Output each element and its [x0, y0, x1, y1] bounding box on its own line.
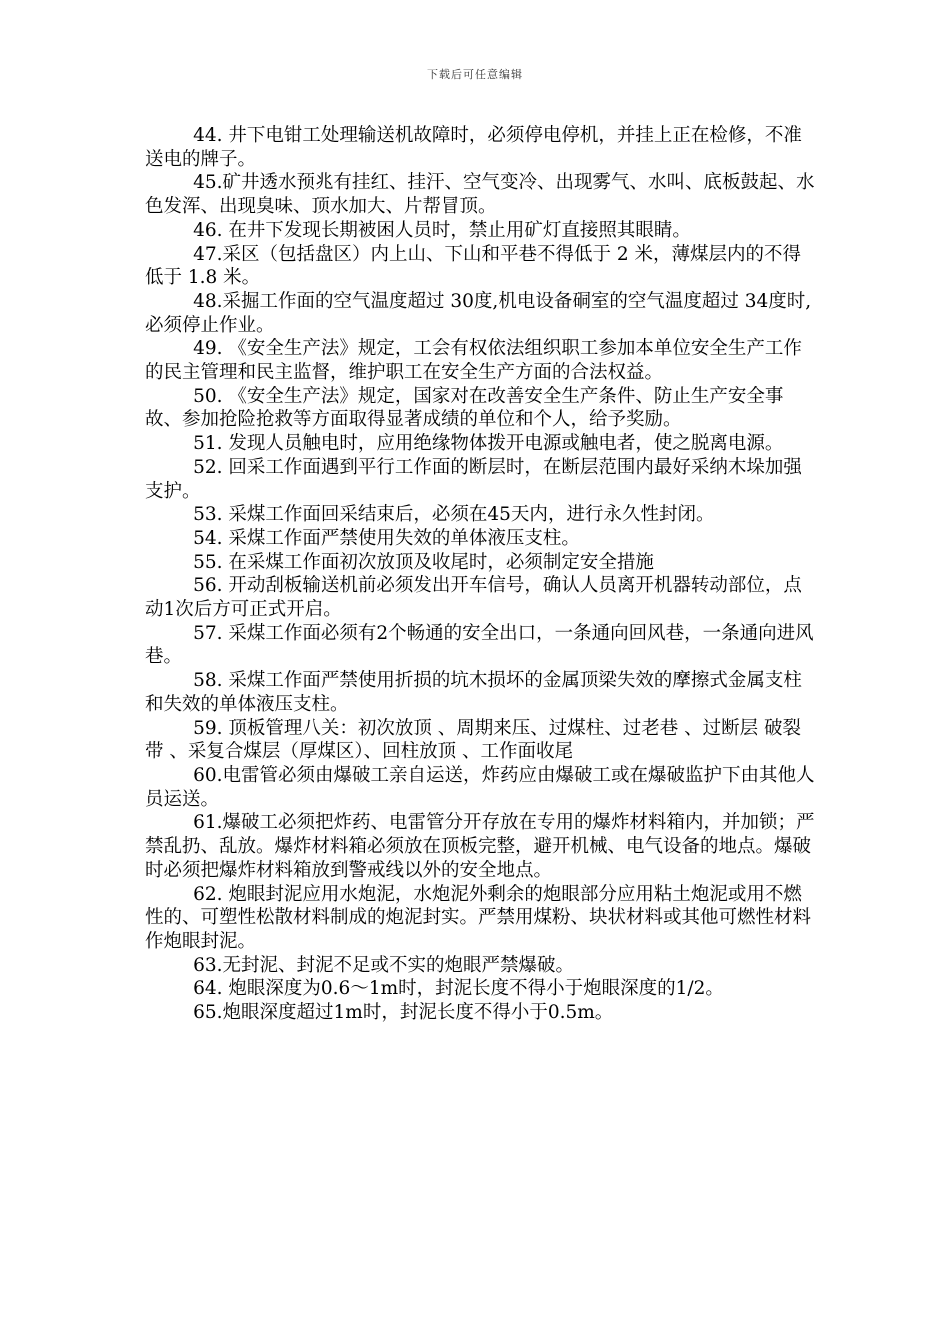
list-item-44: 44. 井下电钳工处理输送机故障时，必须停电停机，并挂上正在检修，不准送电的牌子。: [145, 125, 802, 170]
page-header: 下载后可任意编辑: [427, 68, 523, 81]
list-item-62: 62. 炮眼封泥应用水炮泥，水炮泥外剩余的炮眼部分应用粘土炮泥或用不燃性的、可塑性松散材料制成的炮泥封实。严禁用煤粉、块状材料或其他可燃性材料作炮眼封泥。: [145, 883, 812, 952]
list-item-47: 47.采区（包括盘区）内上山、下山和平巷不得低于 2 米，薄煤层内的不得低于 1.8 米。: [145, 243, 802, 289]
list-item-46: 46. 在井下发现长期被困人员时，禁止用矿灯直接照其眼睛。: [193, 219, 691, 241]
list-item-51: 51. 发现人员触电时，应用绝缘物体拨开电源或触电者，使之脱离电源。: [193, 433, 784, 455]
list-item-52: 52. 回采工作面遇到平行工作面的断层时，在断层范围内最好采纳木垛加强支护。: [145, 456, 802, 502]
list-item-48: 48.采掘工作面的空气温度超过 30度,机电设备硐室的空气温度超过 34度时,必须停止作业。: [145, 290, 812, 336]
list-item-45: 45.矿井透水预兆有挂红、挂汗、空气变冷、出现雾气、水叫、底板鼓起、水色发浑、出现臭味、顶水加大、片帮冒顶。: [145, 172, 815, 218]
list-item-56: 56. 开动刮板输送机前必须发出开车信号，确认人员离开机器转动部位，点动1次后方可正式开启。: [145, 575, 802, 621]
list-item-53: 53. 采煤工作面回采结束后，必须在45天内，进行永久性封闭。: [193, 504, 715, 526]
list-item-57: 57. 采煤工作面必须有2个畅通的安全出口，一条通向回风巷，一条通向进风巷。: [145, 622, 814, 668]
list-item-55: 55. 在采煤工作面初次放顶及收尾时，必须制定安全措施: [193, 551, 654, 573]
list-item-59: 59. 顶板管理八关：初次放顶 、周期来压、过煤柱、过老巷 、过断层 破裂带 、采复合煤层（厚煤区）、回柱放顶 、工作面收尾: [145, 717, 802, 763]
list-item-61: 61.爆破工必须把炸药、电雷管分开存放在专用的爆炸材料箱内，并加锁；严禁乱扔、乱放。爆炸材料箱必须放在顶板完整，避开机械、电气设备的地点。爆破时必须把爆炸材料箱放到警戒线以外的安全地点。: [145, 812, 815, 881]
list-item-64: 64. 炮眼深度为0.6～1m时，封泥长度不得小于炮眼深度的1/2。: [193, 978, 724, 1000]
list-item-60: 60.电雷管必须由爆破工亲自运送，炸药应由爆破工或在爆破监护下由其他人员运送。: [145, 764, 815, 810]
list-item-58: 58. 采煤工作面严禁使用折损的坑木损坏的金属顶梁失效的摩擦式金属支柱和失效的单体液压支柱。: [145, 670, 802, 715]
document-body: [145, 124, 815, 1025]
list-item-65: 65.炮眼深度超过1m时，封泥长度不得小于0.5m。: [193, 1002, 614, 1024]
list-item-54: 54. 采煤工作面严禁使用失效的单体液压支柱。: [193, 527, 580, 549]
list-item-50: 50. 《安全生产法》规定，国家对在改善安全生产条件、防止生产安全事故、参加抢险抢救等方面取得显著成绩的单位和个人，给予奖励。: [145, 385, 784, 431]
list-item-49: 49. 《安全生产法》规定，工会有权依法组织职工参加本单位安全生产工作的民主管理和民主监督，维护职工在安全生产方面的合法权益。: [145, 338, 802, 384]
list-item-63: 63.无封泥、封泥不足或不实的炮眼严禁爆破。: [193, 954, 575, 976]
